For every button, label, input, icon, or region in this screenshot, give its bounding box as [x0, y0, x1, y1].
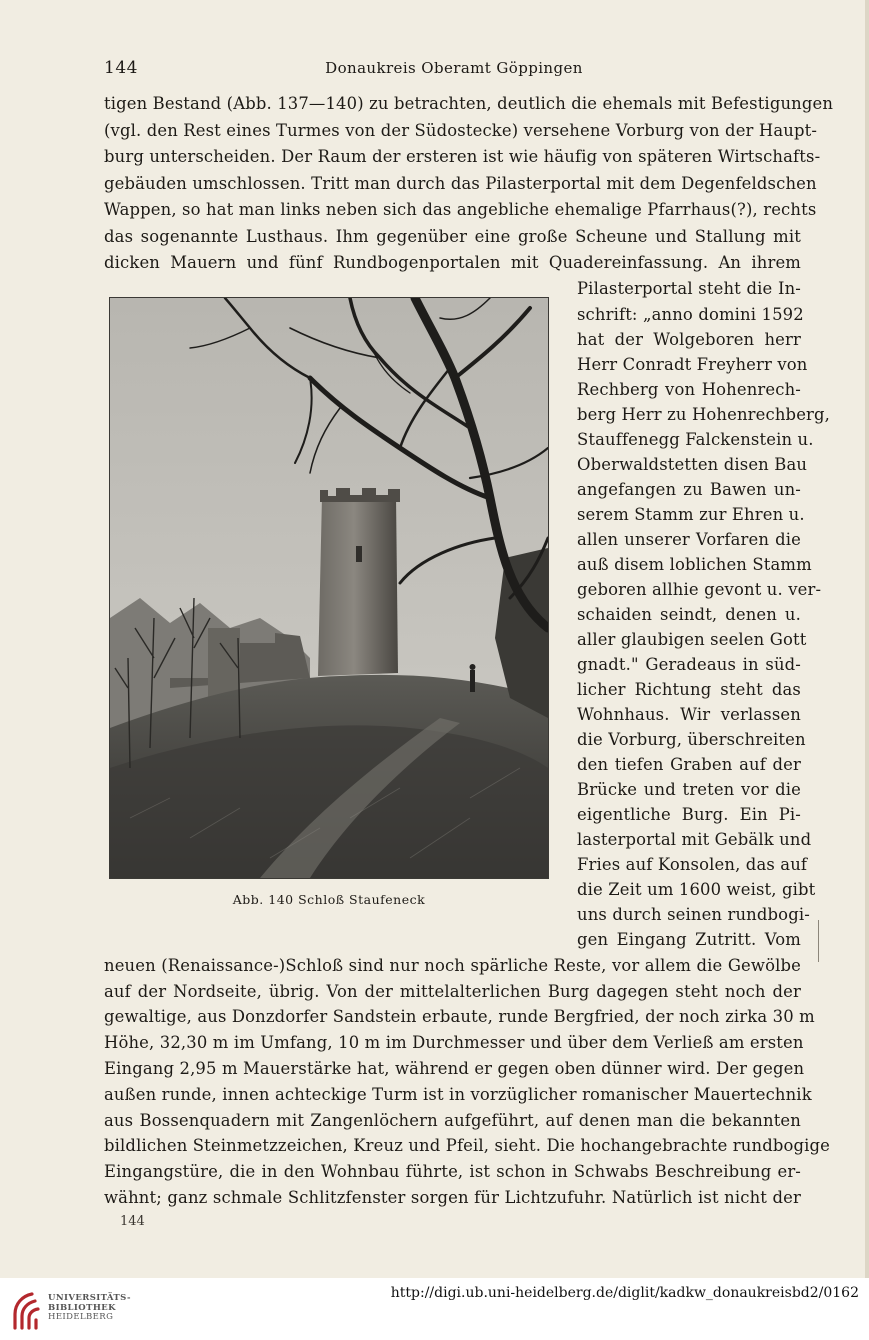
castle-photo-image [110, 298, 548, 878]
bottom-line-1: neuen (Renaissance-)Schloß sind nur noch spärliche Reste, vor allem die Gewölbe [104, 956, 801, 975]
body-line-6: das sogenannte Lusthaus. Ihm gegenüber eine große Scheune und Stallung mit [104, 227, 801, 246]
bottom-line-9: Eingangstüre, die in den Wohnbau führte, ist schon in Schwabs Beschreibung er- [104, 1162, 801, 1181]
side-line-4: Herr Conradt Freyherr von [577, 355, 808, 374]
body-line-1: tigen Bestand (Abb. 137—140) zu betrachten, deutlich die ehemals mit Befestigungen [104, 94, 834, 113]
bottom-line-5: Eingang 2,95 m Mauerstärke hat, während er gegen oben dünner wird. Der gegen [104, 1059, 805, 1078]
side-line-14: schaiden seindt, denen u. [577, 605, 801, 624]
bottom-line-4: Höhe, 32,30 m im Umfang, 10 m im Durchmesser und über dem Verließ am ersten [104, 1033, 804, 1052]
side-line-20: den tiefen Graben auf der [577, 755, 801, 774]
side-line-18: Wohnhaus. Wir verlassen [577, 705, 801, 724]
body-line-7: dicken Mauern und fünf Rundbogenportalen mit Quadereinfassung. An ihrem [104, 253, 801, 272]
side-line-12: auß disem loblichen Stamm [577, 555, 812, 574]
body-line-3: burg unterscheiden. Der Raum der ersteren ist wie häufig von späteren Wirtschafts- [104, 147, 821, 166]
bottom-line-10: wähnt; ganz schmale Schlitzfenster sorgen für Lichtzufuhr. Natürlich ist nicht der [104, 1188, 801, 1207]
bottom-line-8: bildlichen Steinmetzzeichen, Kreuz und Pfeil, sieht. Die hochangebrachte rundbogige [104, 1136, 831, 1155]
bottom-line-7: aus Bossenquadern mit Zangenlöchern aufgeführt, auf denen man die bekannten [104, 1111, 801, 1130]
running-head [104, 58, 804, 84]
side-line-3: hat der Wolgeboren herr [577, 330, 801, 349]
source-url-link[interactable]: http://digi.ub.uni-heidelberg.de/diglit/kadkw_donaukreisbd2/0162 [390, 1285, 859, 1301]
library-name-line3: HEIDELBERG [48, 1312, 114, 1322]
side-line-13: geboren allhie gevont u. ver- [577, 580, 822, 599]
side-line-24: Fries auf Konsolen, das auf [577, 855, 808, 874]
side-line-5: Rechberg von Hohenrech- [577, 380, 801, 399]
side-line-1: Pilasterportal steht die In- [577, 279, 801, 298]
running-title: Donaukreis Oberamt Göppingen [325, 59, 583, 77]
library-logo-icon[interactable] [10, 1288, 44, 1336]
body-line-2: (vgl. den Rest eines Turmes von der Südostecke) versehene Vorburg von der Haupt- [104, 121, 818, 140]
bottom-line-3: gewaltige, aus Donzdorfer Sandstein erbaute, runde Bergfried, der noch zirka 30 m [104, 1007, 815, 1026]
side-line-6: berg Herr zu Hohenrechberg, [577, 405, 831, 424]
side-line-17: licher Richtung steht das [577, 680, 801, 699]
side-line-8: Oberwaldstetten disen Bau [577, 455, 808, 474]
side-line-27: gen Eingang Zutritt. Vom [577, 930, 801, 949]
side-line-22: eigentliche Burg. Ein Pi- [577, 805, 801, 824]
side-line-7: Stauffenegg Falckenstein u. [577, 430, 814, 449]
side-line-15: aller glaubigen seelen Gott [577, 630, 807, 649]
figure-caption: Abb. 140 Schloß Staufeneck [232, 892, 426, 907]
side-line-10: serem Stamm zur Ehren u. [577, 505, 805, 524]
bottom-line-2: auf der Nordseite, übrig. Von der mittelalterlichen Burg dagegen steht noch der [104, 982, 801, 1001]
side-line-26: uns durch seinen rundbogi- [577, 905, 810, 924]
library-name [48, 1294, 131, 1323]
side-line-11: allen unserer Vorfaren die [577, 530, 801, 549]
body-line-4: gebäuden umschlossen. Tritt man durch das Pilasterportal mit dem Degenfeldschen [104, 174, 817, 193]
page-number-bottom: 144 [120, 1214, 145, 1229]
side-line-23: lasterportal mit Gebälk und [577, 830, 812, 849]
side-line-16: gnadt." Geradeaus in süd- [577, 655, 801, 674]
side-line-21: Brücke und treten vor die [577, 780, 801, 799]
side-line-19: die Vorburg, überschreiten [577, 730, 806, 749]
library-name-line1: UNIVERSITÄTS- [48, 1293, 131, 1303]
page-number-top: 144 [104, 58, 138, 78]
side-line-2: schrift: „anno domini 1592 [577, 305, 804, 324]
margin-mark [818, 920, 819, 962]
library-name-line2: BIBLIOTHEK [48, 1302, 116, 1313]
bottom-line-6: außen runde, innen achteckige Turm ist in vorzüglicher romanischer Mauertechnik [104, 1085, 812, 1104]
figure-photo-staufeneck [110, 298, 548, 878]
body-line-5: Wappen, so hat man links neben sich das angebliche ehemalige Pfarrhaus(?), rechts [104, 200, 817, 219]
side-line-25: die Zeit um 1600 weist, gibt [577, 880, 816, 899]
side-line-9: angefangen zu Bawen un- [577, 480, 801, 499]
page-edge-shadow [865, 0, 869, 1278]
